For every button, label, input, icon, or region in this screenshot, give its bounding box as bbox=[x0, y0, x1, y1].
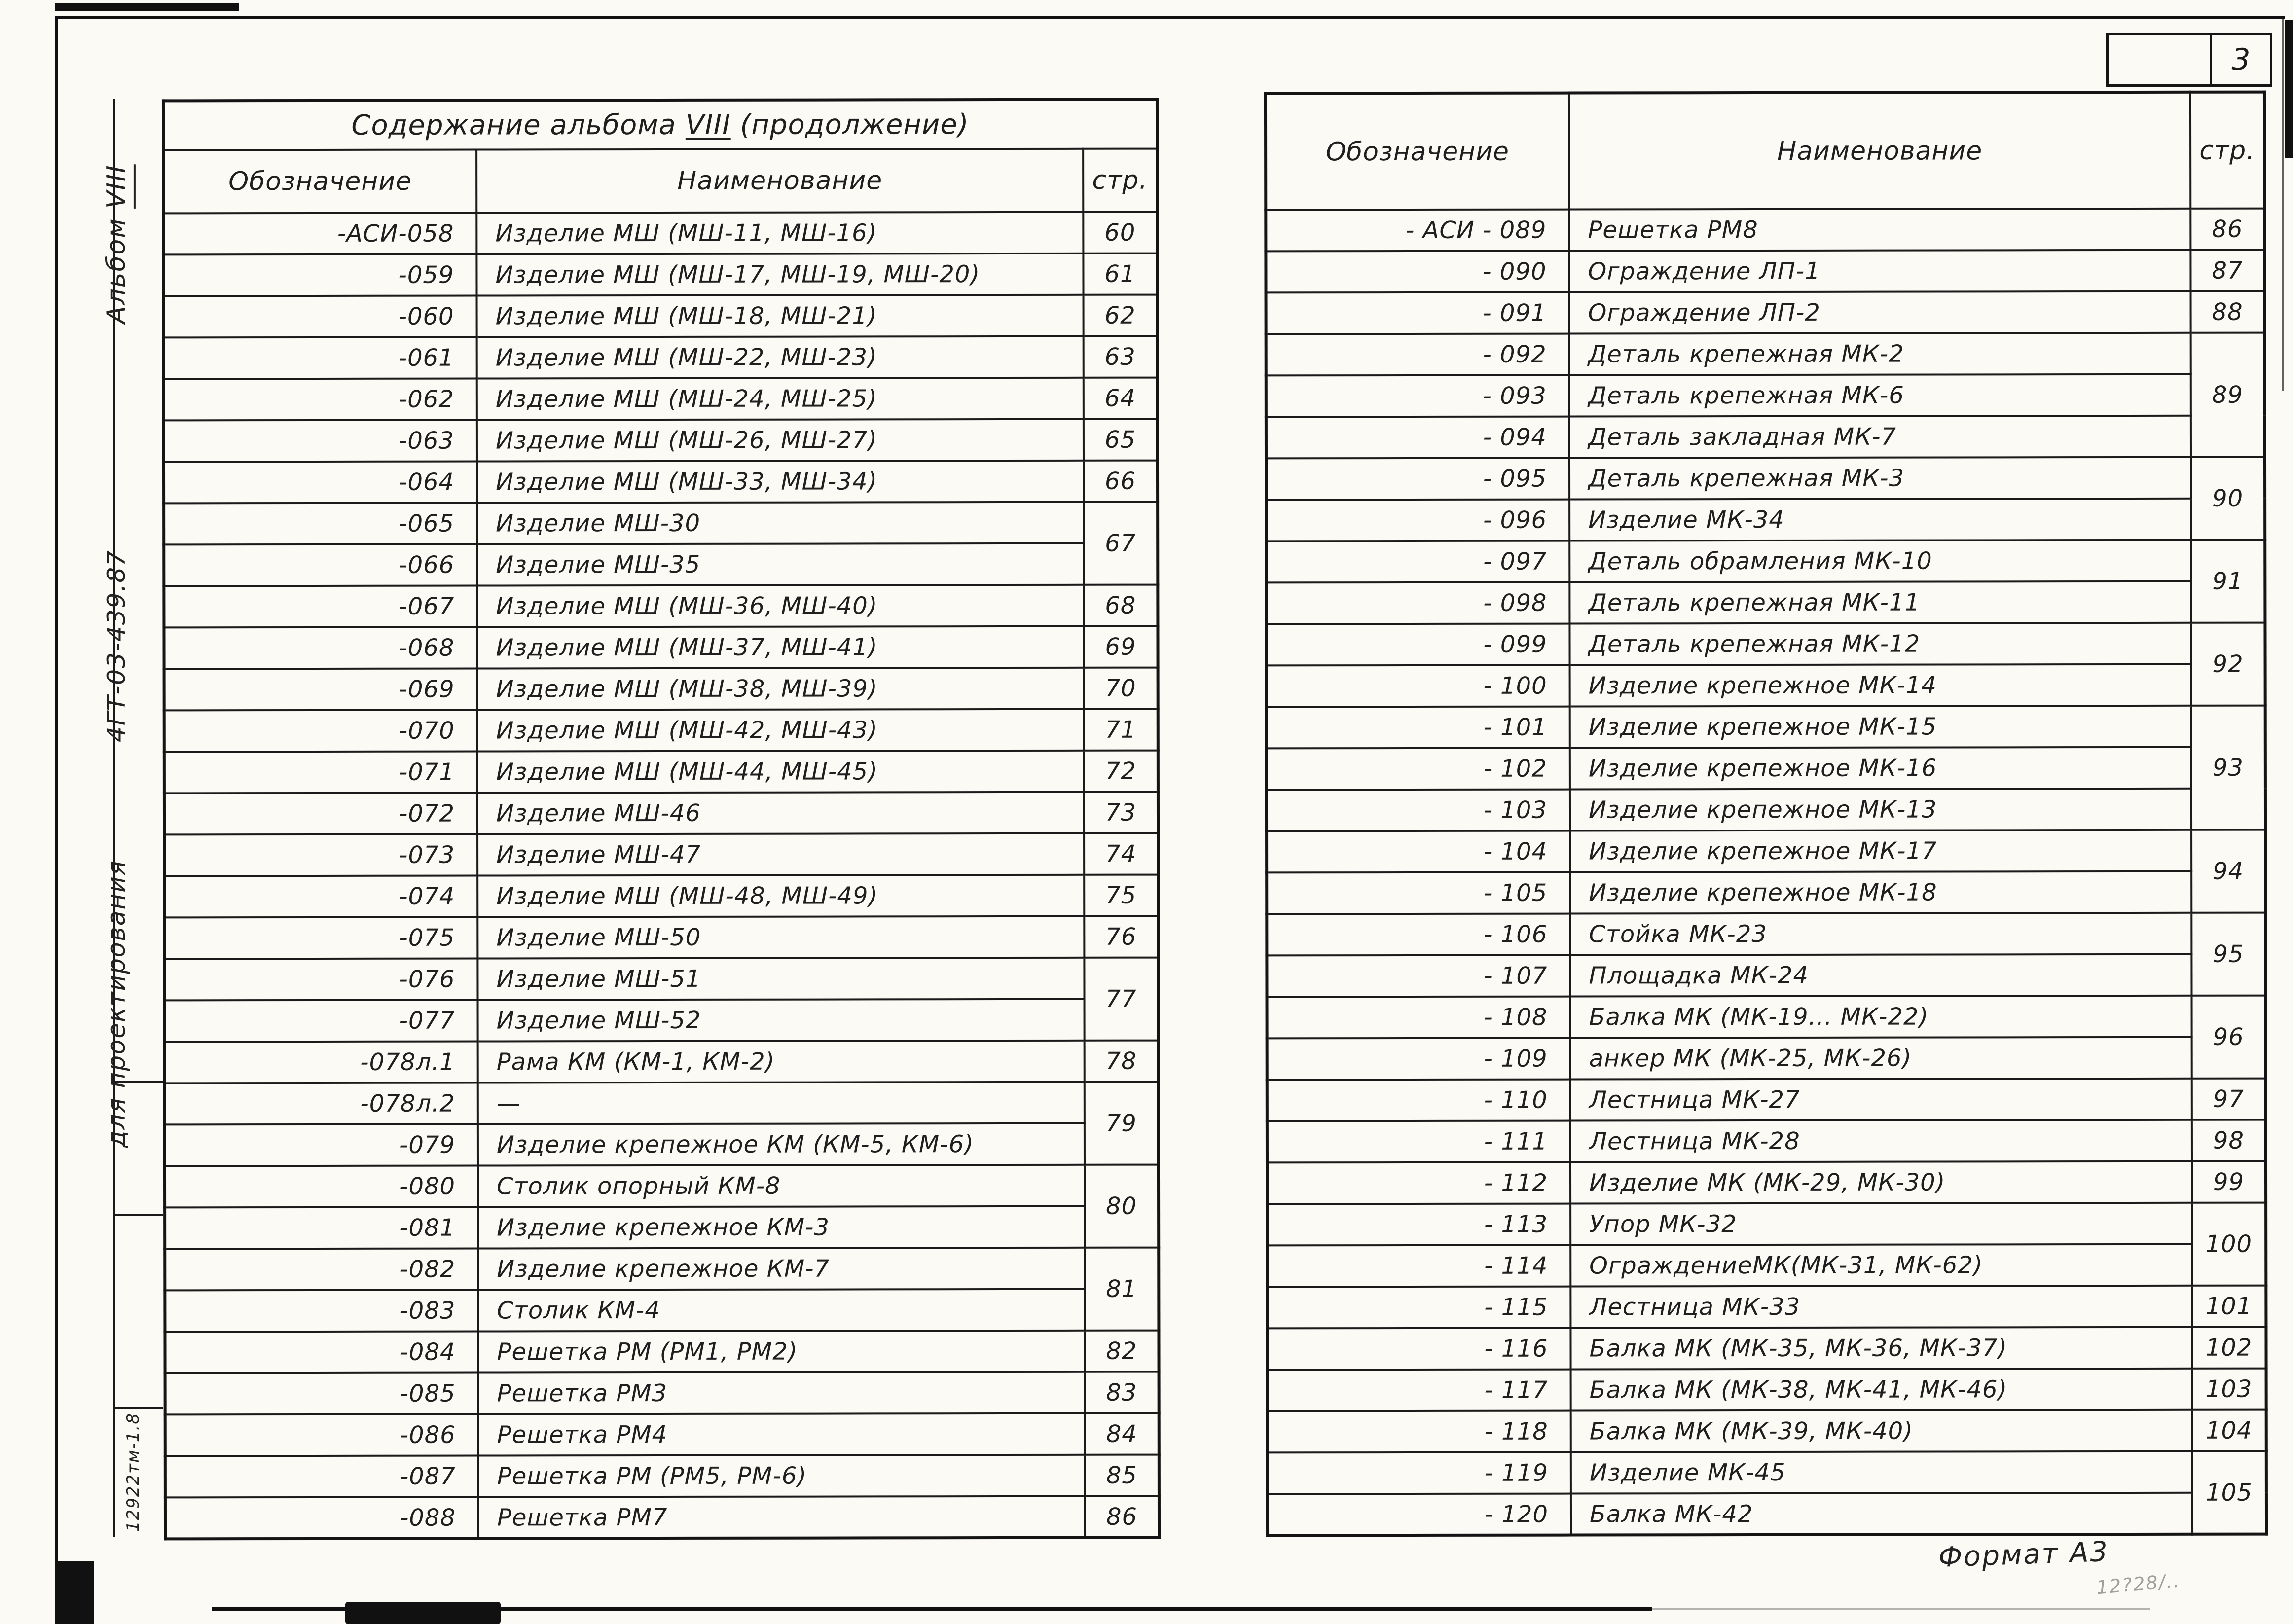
name-cell: — bbox=[478, 1082, 1085, 1124]
name-cell: Изделие МШ (МШ-48, МШ-49) bbox=[477, 875, 1084, 917]
name-cell: Балка МК (МК-19... МК-22) bbox=[1570, 996, 2192, 1038]
designation-cell: -085 bbox=[165, 1373, 478, 1415]
table-row bbox=[1267, 747, 2265, 790]
table-row bbox=[165, 1372, 1159, 1415]
page-cell: 62 bbox=[1084, 295, 1158, 336]
table-row bbox=[1267, 1203, 2266, 1246]
sheet-number-empty-cell bbox=[2109, 35, 2212, 84]
page-cell: 66 bbox=[1084, 461, 1158, 502]
designation-cell: -074 bbox=[164, 876, 477, 918]
name-cell: Изделие МШ-30 bbox=[477, 502, 1084, 544]
page-cell: 79 bbox=[1085, 1082, 1159, 1165]
name-cell: Изделие крепежное МК-13 bbox=[1570, 789, 2191, 831]
name-cell: Изделие МШ (МШ-33, МШ-34) bbox=[477, 461, 1084, 503]
name-cell: Изделие крепежное КМ (КМ-5, КМ-6) bbox=[478, 1123, 1085, 1166]
designation-cell: - 118 bbox=[1268, 1411, 1571, 1453]
name-cell: Деталь крепежная МК-12 bbox=[1569, 623, 2191, 665]
designation-cell: - 102 bbox=[1267, 748, 1570, 790]
name-cell: Изделие крепежное КМ-3 bbox=[478, 1206, 1085, 1249]
table-row bbox=[1268, 1493, 2266, 1536]
name-cell: Упор МК-32 bbox=[1570, 1203, 2192, 1245]
designation-cell: -088 bbox=[165, 1497, 478, 1539]
table-row bbox=[164, 709, 1158, 752]
designation-cell: - 105 bbox=[1267, 872, 1570, 914]
table-row bbox=[163, 212, 1157, 255]
designation-cell: -083 bbox=[165, 1290, 478, 1332]
page-cell: 96 bbox=[2192, 996, 2266, 1079]
scan-artifact bbox=[55, 1561, 94, 1624]
page-cell: 68 bbox=[1084, 585, 1158, 626]
table-row bbox=[1266, 209, 2264, 252]
table-row bbox=[1266, 623, 2265, 666]
table-row bbox=[1266, 291, 2265, 334]
table-row bbox=[165, 1248, 1159, 1291]
table-row bbox=[1266, 499, 2265, 541]
designation-cell: -066 bbox=[164, 544, 477, 586]
page-cell: 67 bbox=[1084, 502, 1158, 585]
column-header-page: стр. bbox=[1083, 149, 1157, 212]
inventory-number-label: 12922тм-1.8 bbox=[123, 1412, 143, 1532]
table-row bbox=[165, 1082, 1159, 1125]
page-cell: 71 bbox=[1084, 709, 1158, 751]
name-cell: Изделие МШ-50 bbox=[477, 916, 1084, 959]
table-row bbox=[164, 543, 1158, 586]
page-cell: 77 bbox=[1084, 958, 1158, 1041]
designation-cell: -073 bbox=[164, 834, 477, 876]
document-number-label: 4ГТ-03-439.87 bbox=[102, 549, 131, 743]
table-row bbox=[1267, 871, 2265, 914]
name-cell: Балка МК (МК-35, МК-36, МК-37) bbox=[1570, 1327, 2192, 1370]
page-cell: 103 bbox=[2192, 1369, 2266, 1410]
page-cell: 91 bbox=[2191, 540, 2265, 623]
table-title bbox=[163, 100, 1157, 150]
table-row bbox=[164, 378, 1158, 421]
designation-cell: -063 bbox=[164, 420, 477, 462]
page-cell: 69 bbox=[1084, 626, 1158, 668]
designation-cell: - 090 bbox=[1266, 251, 1569, 293]
name-cell: Изделие МШ (МШ-42, МШ-43) bbox=[477, 709, 1084, 752]
scan-artifact bbox=[1652, 1608, 2150, 1610]
designation-cell: - 099 bbox=[1266, 624, 1569, 666]
designation-cell: -070 bbox=[164, 710, 477, 752]
page-cell: 105 bbox=[2192, 1451, 2266, 1534]
album-label bbox=[97, 123, 136, 365]
name-cell: Изделие МШ (МШ-44, МШ-45) bbox=[477, 751, 1084, 793]
name-cell: Изделие МШ-46 bbox=[477, 792, 1084, 834]
page-cell: 78 bbox=[1085, 1041, 1159, 1082]
designation-cell: - 109 bbox=[1267, 1038, 1570, 1080]
sheet-number: 3 bbox=[2231, 42, 2251, 77]
table-row bbox=[1266, 540, 2265, 583]
designation-cell: -072 bbox=[164, 793, 477, 835]
name-cell: Изделие МК (МК-29, МК-30) bbox=[1570, 1161, 2192, 1204]
designation-cell: - 115 bbox=[1267, 1287, 1570, 1329]
designation-cell: -067 bbox=[164, 586, 477, 628]
table-row bbox=[1267, 1037, 2266, 1080]
page-cell: 74 bbox=[1084, 833, 1158, 875]
table-row bbox=[1267, 913, 2265, 956]
designation-cell: -068 bbox=[164, 627, 477, 669]
designation-cell: - 120 bbox=[1268, 1494, 1571, 1536]
table-row bbox=[1267, 706, 2265, 749]
name-cell: Изделие МК-45 bbox=[1571, 1451, 2192, 1494]
page-cell: 97 bbox=[2192, 1079, 2266, 1120]
designation-cell: - 098 bbox=[1266, 582, 1569, 624]
designation-cell: - 093 bbox=[1266, 375, 1569, 417]
page-cell: 80 bbox=[1085, 1165, 1159, 1248]
name-cell: Площадка МК-24 bbox=[1570, 954, 2191, 997]
table-row bbox=[1266, 374, 2265, 417]
designation-cell: -069 bbox=[164, 669, 477, 711]
page-cell: 63 bbox=[1084, 336, 1158, 378]
designation-cell: - 092 bbox=[1266, 334, 1569, 376]
name-cell: Изделие крепежное МК-15 bbox=[1570, 706, 2191, 748]
table-row bbox=[1267, 1161, 2266, 1204]
designation-cell: - 110 bbox=[1267, 1080, 1570, 1121]
name-cell: Решетка РМ4 bbox=[478, 1413, 1085, 1456]
designation-cell: - 091 bbox=[1266, 292, 1569, 334]
name-cell: Изделие МШ (МШ-18, МШ-21) bbox=[477, 295, 1084, 337]
name-cell: Изделие МШ (МШ-37, МШ-41) bbox=[477, 626, 1084, 669]
name-cell: Лестница МК-27 bbox=[1570, 1079, 2192, 1121]
sidebar-divider bbox=[115, 1407, 163, 1409]
designation-cell: - 111 bbox=[1267, 1121, 1570, 1163]
designation-cell: - 119 bbox=[1268, 1452, 1571, 1494]
designation-cell: -081 bbox=[165, 1207, 478, 1249]
designation-cell: - 094 bbox=[1266, 417, 1569, 459]
name-cell: ОграждениеМК(МК-31, МК-62) bbox=[1570, 1244, 2192, 1287]
page-cell: 72 bbox=[1084, 751, 1158, 792]
name-cell: Стойка МК-23 bbox=[1570, 913, 2191, 955]
corner-pencil-mark: 12?28/.. bbox=[2095, 1569, 2181, 1599]
table-row bbox=[165, 1496, 1159, 1539]
table-row bbox=[165, 1206, 1159, 1249]
page-cell: 101 bbox=[2192, 1286, 2266, 1327]
name-cell: Деталь закладная МК-7 bbox=[1569, 416, 2191, 458]
designation-cell: -084 bbox=[165, 1332, 478, 1373]
designation-cell: -064 bbox=[164, 462, 477, 504]
designation-cell: - 097 bbox=[1266, 541, 1569, 583]
column-header-designation: Обозначение bbox=[1266, 93, 1569, 210]
table-row bbox=[1267, 789, 2265, 831]
page-cell: 85 bbox=[1085, 1455, 1159, 1496]
table-row bbox=[164, 875, 1158, 918]
designation-cell: - 104 bbox=[1267, 831, 1570, 873]
table-row bbox=[1267, 830, 2265, 873]
table-row bbox=[163, 253, 1157, 296]
table-row bbox=[164, 461, 1158, 504]
album-label-numeral: VIII bbox=[102, 164, 131, 209]
table-row bbox=[164, 792, 1158, 835]
page-cell: 75 bbox=[1084, 875, 1158, 916]
page-cell: 98 bbox=[2192, 1120, 2266, 1161]
table-row bbox=[165, 1413, 1159, 1456]
name-cell: Балка МК (МК-39, МК-40) bbox=[1571, 1410, 2192, 1452]
table-row bbox=[164, 419, 1158, 462]
page-cell: 61 bbox=[1083, 253, 1157, 295]
designation-cell: -079 bbox=[165, 1124, 478, 1166]
name-cell: Ограждение ЛП-1 bbox=[1569, 250, 2190, 292]
name-cell: Деталь крепежная МК-11 bbox=[1569, 581, 2191, 624]
page-cell: 95 bbox=[2191, 913, 2265, 996]
page-frame-top-line bbox=[55, 16, 2285, 19]
purpose-label: для проектирования bbox=[102, 860, 131, 1148]
table-row bbox=[164, 833, 1158, 876]
scan-artifact bbox=[345, 1602, 501, 1624]
table-row bbox=[164, 585, 1158, 628]
designation-cell: - 101 bbox=[1267, 707, 1570, 749]
page-cell: 89 bbox=[2191, 333, 2265, 457]
name-cell: Изделие МК-34 bbox=[1569, 499, 2191, 541]
name-cell: Изделие крепежное МК-18 bbox=[1570, 871, 2191, 914]
table-row bbox=[1267, 1120, 2266, 1163]
name-cell: Решетка РМ (РМ5, РМ-6) bbox=[478, 1455, 1085, 1497]
name-cell: Решетка РМ (РМ1, РМ2) bbox=[478, 1331, 1085, 1373]
name-cell: Столик КМ-4 bbox=[478, 1289, 1085, 1332]
page-cell: 76 bbox=[1084, 916, 1158, 958]
table-row bbox=[164, 958, 1158, 1001]
page-cell: 92 bbox=[2191, 623, 2265, 706]
designation-cell: - 103 bbox=[1267, 790, 1570, 831]
table-row bbox=[165, 1455, 1159, 1498]
page-cell: 99 bbox=[2192, 1161, 2266, 1203]
table-title-row bbox=[163, 100, 1157, 150]
table-row bbox=[1267, 1244, 2266, 1287]
page-cell: 64 bbox=[1084, 378, 1158, 419]
table-row bbox=[1266, 250, 2264, 293]
table-row bbox=[164, 751, 1158, 794]
designation-cell: - 114 bbox=[1267, 1245, 1570, 1287]
name-cell: Деталь крепежная МК-6 bbox=[1569, 374, 2191, 417]
table-title-suffix: (продолжение) bbox=[730, 108, 969, 141]
table-row bbox=[165, 1041, 1159, 1083]
designation-cell: -071 bbox=[164, 752, 477, 794]
name-cell: Изделие МШ-51 bbox=[477, 958, 1084, 1000]
page-frame-right-line bbox=[2282, 16, 2284, 391]
column-header-designation: Обозначение bbox=[163, 150, 476, 214]
designation-cell: - 108 bbox=[1267, 997, 1570, 1039]
table-row bbox=[1266, 333, 2265, 376]
name-cell: Решетка РМ8 bbox=[1569, 209, 2190, 251]
name-cell: Столик опорный КМ-8 bbox=[478, 1165, 1085, 1207]
name-cell: Изделие МШ (МШ-36, МШ-40) bbox=[477, 585, 1084, 627]
designation-cell: -075 bbox=[164, 917, 477, 959]
page-cell: 87 bbox=[2190, 250, 2264, 291]
table-row bbox=[1267, 664, 2265, 707]
designation-cell: -АСИ-058 bbox=[163, 213, 476, 255]
page-cell: 100 bbox=[2192, 1203, 2266, 1286]
table-row bbox=[1267, 996, 2266, 1039]
designation-cell: -062 bbox=[164, 379, 477, 421]
name-cell: Изделие МШ (МШ-22, МШ-23) bbox=[477, 336, 1084, 379]
toc-table-left bbox=[162, 98, 1161, 1541]
table-row bbox=[1266, 416, 2265, 459]
designation-cell: -086 bbox=[165, 1414, 478, 1456]
name-cell: Рама КМ (КМ-1, КМ-2) bbox=[478, 1041, 1085, 1083]
table-header-row bbox=[163, 149, 1157, 214]
designation-cell: - 113 bbox=[1267, 1204, 1570, 1246]
designation-cell: - 116 bbox=[1267, 1328, 1570, 1370]
scan-artifact bbox=[2285, 20, 2293, 158]
name-cell: Изделие крепежное МК-14 bbox=[1570, 664, 2191, 707]
page-cell: 102 bbox=[2192, 1327, 2266, 1369]
table-row bbox=[164, 295, 1158, 338]
album-label-prefix: Альбом bbox=[102, 209, 131, 324]
scan-artifact bbox=[55, 3, 239, 11]
column-header-page: стр. bbox=[2190, 92, 2264, 209]
name-cell: Изделие МШ (МШ-11, МШ-16) bbox=[476, 212, 1083, 254]
page-cell: 73 bbox=[1084, 792, 1158, 833]
table-row bbox=[165, 999, 1159, 1042]
name-cell: Изделие МШ (МШ-24, МШ-25) bbox=[477, 378, 1084, 420]
designation-cell: -059 bbox=[163, 254, 476, 296]
designation-cell: -078л.1 bbox=[165, 1042, 478, 1083]
sheet-number-box bbox=[2106, 33, 2272, 87]
designation-cell: -080 bbox=[165, 1166, 478, 1208]
toc-table-right bbox=[1264, 91, 2268, 1537]
designation-cell: -087 bbox=[165, 1456, 478, 1498]
page-cell: 88 bbox=[2191, 291, 2265, 333]
column-header-name: Наименование bbox=[476, 149, 1083, 213]
page-cell: 65 bbox=[1084, 419, 1158, 461]
table-row bbox=[165, 1289, 1159, 1332]
page-cell: 83 bbox=[1085, 1372, 1159, 1413]
page-cell: 70 bbox=[1084, 668, 1158, 709]
name-cell: Деталь обрамления МК-10 bbox=[1569, 540, 2191, 582]
table-row bbox=[165, 1123, 1159, 1166]
name-cell: Изделие МШ-52 bbox=[478, 999, 1085, 1042]
table-header-row bbox=[1266, 92, 2264, 210]
name-cell: Изделие крепежное МК-17 bbox=[1570, 830, 2191, 872]
table-row bbox=[1266, 457, 2265, 500]
page-cell: 94 bbox=[2191, 830, 2265, 913]
designation-cell: -065 bbox=[164, 503, 477, 545]
designation-cell: - 107 bbox=[1267, 955, 1570, 997]
name-cell: Лестница МК-28 bbox=[1570, 1120, 2192, 1162]
table-row bbox=[164, 916, 1158, 959]
table-row bbox=[164, 336, 1158, 379]
name-cell: Изделие МШ (МШ-38, МШ-39) bbox=[477, 668, 1084, 710]
page-cell: 84 bbox=[1085, 1413, 1159, 1455]
designation-cell: - 095 bbox=[1266, 458, 1569, 500]
designation-cell: -077 bbox=[165, 1000, 478, 1042]
designation-cell: - 117 bbox=[1268, 1370, 1571, 1411]
name-cell: Деталь крепежная МК-3 bbox=[1569, 457, 2191, 500]
table-row bbox=[1267, 1327, 2266, 1370]
table-row bbox=[165, 1165, 1159, 1208]
designation-cell: - 106 bbox=[1267, 914, 1570, 956]
page-frame-left-line bbox=[55, 16, 58, 1614]
table-row bbox=[164, 502, 1158, 545]
page-cell: 86 bbox=[2190, 209, 2264, 250]
designation-cell: -060 bbox=[164, 296, 477, 338]
table-row bbox=[1266, 581, 2265, 624]
table-row bbox=[164, 626, 1158, 669]
table-title-album-numeral: VIII bbox=[685, 108, 731, 141]
name-cell: Изделие крепежное КМ-7 bbox=[478, 1248, 1085, 1290]
table-title-prefix: Содержание альбома bbox=[351, 108, 686, 142]
column-header-name: Наименование bbox=[1569, 92, 2190, 210]
name-cell: Решетка РМ3 bbox=[478, 1372, 1085, 1414]
designation-cell: -082 bbox=[165, 1249, 478, 1291]
page-cell: 104 bbox=[2192, 1410, 2266, 1451]
page-cell: 90 bbox=[2191, 457, 2265, 540]
designation-cell: - 112 bbox=[1267, 1162, 1570, 1204]
name-cell: Лестница МК-33 bbox=[1570, 1286, 2192, 1328]
name-cell: Балка МК (МК-38, МК-41, МК-46) bbox=[1571, 1369, 2192, 1411]
page-cell: 60 bbox=[1083, 212, 1157, 253]
format-note: Формат А3 bbox=[1937, 1535, 2110, 1574]
name-cell: Решетка РМ7 bbox=[478, 1496, 1085, 1539]
table-row bbox=[1268, 1410, 2266, 1453]
table-row bbox=[1267, 1079, 2266, 1121]
sidebar-divider bbox=[115, 1214, 163, 1216]
designation-cell: -078л.2 bbox=[165, 1083, 478, 1125]
designation-cell: -076 bbox=[164, 959, 477, 1001]
designation-cell: - АСИ - 089 bbox=[1266, 210, 1569, 252]
page-cell: 93 bbox=[2191, 706, 2265, 830]
table-row bbox=[1268, 1369, 2266, 1411]
designation-cell: - 100 bbox=[1267, 665, 1570, 707]
name-cell: Изделие МШ-47 bbox=[477, 833, 1084, 876]
table-row bbox=[165, 1331, 1159, 1373]
designation-cell: - 096 bbox=[1266, 500, 1569, 541]
table-row bbox=[164, 668, 1158, 711]
table-row bbox=[1268, 1451, 2266, 1494]
page-cell: 86 bbox=[1085, 1496, 1159, 1538]
table-row bbox=[1267, 1286, 2266, 1329]
table-row bbox=[1267, 954, 2265, 997]
page-cell: 81 bbox=[1085, 1248, 1159, 1331]
name-cell: Балка МК-42 bbox=[1571, 1493, 2192, 1535]
name-cell: Деталь крепежная МК-2 bbox=[1569, 333, 2191, 375]
name-cell: Изделие крепежное МК-16 bbox=[1570, 747, 2191, 790]
page-cell: 82 bbox=[1085, 1331, 1159, 1372]
designation-cell: -061 bbox=[164, 337, 477, 379]
name-cell: Изделие МШ (МШ-17, МШ-19, МШ-20) bbox=[476, 253, 1083, 296]
name-cell: анкер МК (МК-25, МК-26) bbox=[1570, 1037, 2192, 1080]
name-cell: Изделие МШ (МШ-26, МШ-27) bbox=[477, 419, 1084, 462]
name-cell: Изделие МШ-35 bbox=[477, 543, 1084, 586]
name-cell: Ограждение ЛП-2 bbox=[1569, 291, 2191, 334]
